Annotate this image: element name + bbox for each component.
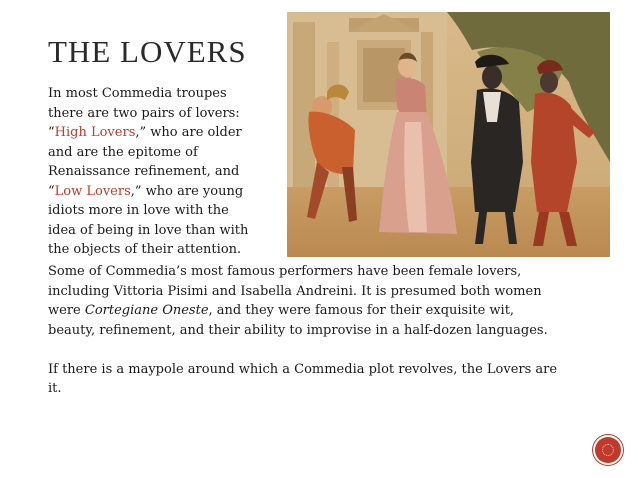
intro-line: In most Commedia troupes (48, 86, 227, 101)
slide-title: THE LOVERS (48, 34, 247, 69)
italic-term: Cortegiane Oneste (84, 303, 209, 318)
paragraph-line: including Vittoria Pisimi and Isabella Andreini. It is presumed both women (48, 283, 542, 299)
body-text (48, 262, 618, 399)
paragraph-line: were Cortegiane Oneste, and they were famous for their exquisite wit, (48, 303, 515, 318)
intro-line: “Low Lovers,” who are young (48, 183, 244, 199)
intro-line: Renaissance refinement, and (48, 164, 240, 179)
intro-text (48, 84, 284, 260)
intro-line: there are two pairs of lovers: (48, 105, 240, 121)
intro-line: idiots more in love with the (48, 203, 229, 218)
paragraph-line: beauty, refinement, and their ability to improvise in a half-dozen languages. (48, 322, 548, 338)
paragraph-line: it. (48, 381, 62, 396)
next-slide-icon (602, 444, 614, 456)
high-lovers-highlight: High Lovers (54, 125, 136, 140)
commedia-lovers-painting (287, 12, 610, 257)
paragraph-spacer (48, 340, 618, 360)
low-lovers-highlight: Low Lovers (54, 183, 131, 199)
intro-line: “High Lovers,” who are older (48, 125, 242, 140)
next-slide-button[interactable] (595, 437, 621, 463)
paragraph-line: Some of Commedia’s most famous performers have been female lovers, (48, 264, 522, 279)
paragraph-line: If there is a maypole around which a Commedia plot revolves, the Lovers are (48, 361, 558, 377)
intro-line: and are the epitome of (48, 144, 198, 160)
painting-illustration (287, 12, 610, 257)
intro-line: the objects of their attention. (48, 242, 242, 257)
intro-line: idea of being in love than with (48, 222, 249, 238)
